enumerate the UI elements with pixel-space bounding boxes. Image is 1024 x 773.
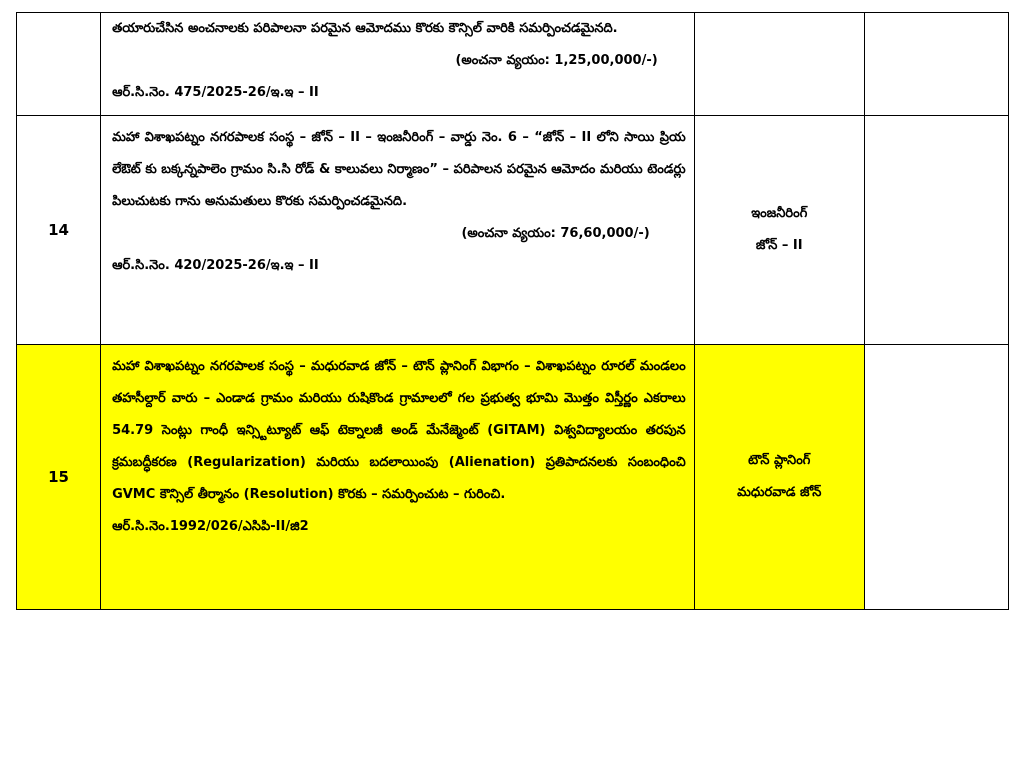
agenda-table [16, 12, 1009, 610]
item-remarks [864, 13, 1008, 116]
department-zone: జోన్ – II [755, 238, 803, 253]
item-subject [101, 345, 695, 610]
item-department [694, 116, 864, 345]
reference-number: ఆర్.సి.నెం.1992/026/ఎసిపి-II/జి2 [112, 519, 309, 534]
reference-number: ఆర్.సి.నెం. 420/2025-26/ఇ.ఇ – II [112, 258, 319, 273]
department-name: టౌన్ ప్లానింగ్ [748, 453, 811, 468]
subject-text: మహా విశాఖపట్నం నగరపాలక సంస్థ – జోన్ – II – ఇంజనీరింగ్ – వార్డు నెం. 6 – “జోన్ – II లోని సాయి ప్రియ లేఔట్ కు బక్కన్నపాలెం గ్రామం సి.సి రోడ్ & కాలువలు నిర్మాణం” – పరిపాలన పరమైన ఆమోదం మరియు టెండర్లు పిలుచుటకు గాను అనుమతులు కొరకు సమర్పించడమైనది. [112, 130, 686, 209]
department-name: ఇంజనీరింగ్ [751, 206, 808, 221]
item-number: 15 [17, 345, 101, 610]
item-department [694, 345, 864, 610]
table-row [17, 116, 1009, 345]
department-zone: మధురవాడ జోన్ [737, 485, 822, 500]
estimated-cost: (అంచనా వ్యయం: 76,60,000/-) [461, 226, 650, 241]
item-subject [101, 116, 695, 345]
table-row [17, 345, 1009, 610]
item-number [17, 13, 101, 116]
table-row [17, 13, 1009, 116]
item-number: 14 [17, 116, 101, 345]
subject-text: తయారుచేసిన అంచనాలకు పరిపాలనా పరమైన ఆమోదము కొరకు కౌన్సిల్ వారికి సమర్పించడమైనది. [112, 21, 618, 36]
item-subject [101, 13, 695, 116]
estimated-cost: (అంచనా వ్యయం: 1,25,00,000/-) [455, 53, 658, 68]
item-remarks [864, 116, 1008, 345]
subject-text: మహా విశాఖపట్నం నగరపాలక సంస్థ – మధురవాడ జోన్ – టౌన్ ప్లానింగ్ విభాగం – విశాఖపట్నం రూరల్ మండలం తహసీల్దార్ వారు – ఎండాడ గ్రామం మరియు రుషికొండ గ్రామాలలో గల ప్రభుత్వ భూమి మొత్తం విస్తీర్ణం ఎకరాలు 54.79 సెంట్లు గాంధీ ఇన్స్టిట్యూట్ ఆఫ్ టెక్నాలజీ అండ్ మేనేజ్మెంట్ (GITAM) విశ్వవిద్యాలయం తరపున క్రమబద్ధీకరణ (Regularization) మరియు బదలాయింపు (Alienation) ప్రతిపాదనలకు సంబంధించి GVMC కౌన్సిల్ తీర్మానం (Resolution) కొరకు – సమర్పించుట – గురించి. [112, 359, 686, 502]
item-remarks [864, 345, 1008, 610]
item-department [694, 13, 864, 116]
reference-number: ఆర్.సి.నెం. 475/2025-26/ఇ.ఇ – II [112, 85, 319, 100]
